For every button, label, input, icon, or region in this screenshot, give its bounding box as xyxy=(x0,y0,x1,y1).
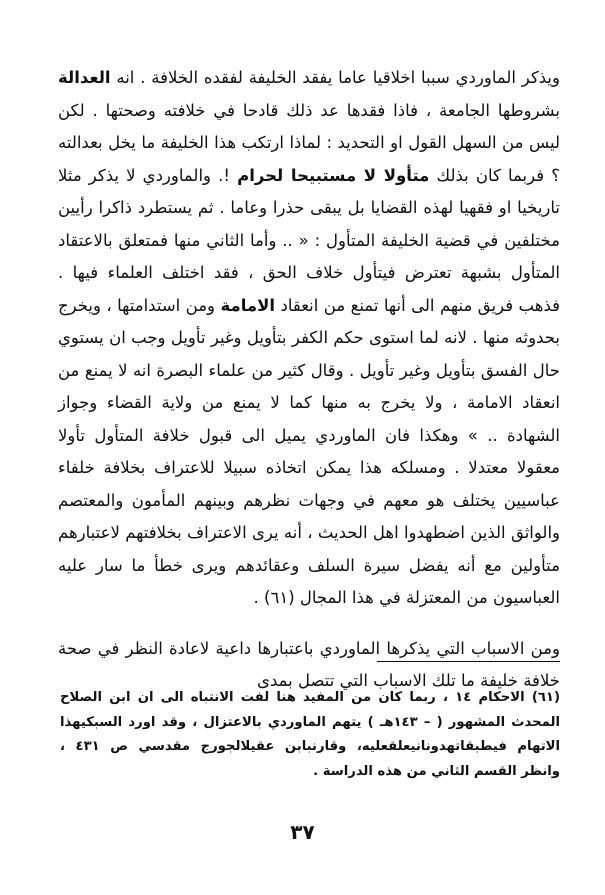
footnote-divider xyxy=(377,661,560,662)
highlight-term: العدالة xyxy=(58,68,111,87)
footnote: (٦١) الاحكام ١٤ ، ربما كان من المفيد هنا لفت الانتباه الى ان ابن الصلاح المحدث المشهور ( – ١٤٣هـ ) يتهم الماوردي بالاعتزال ، وقد اورد السبكيهذا الاتهام فيطبقاتهدونانيعلقعليه، وقارنبابن عقيلالجورج مقدسي ص ٤٣١ ، وانظر القسم الثاني من هذه الدراسة . xyxy=(60,690,560,779)
page-number: ٣٧ xyxy=(290,820,315,844)
main-text xyxy=(58,62,560,698)
text-run: بشروطها الجامعة ، فاذا فقدها عد ذلك قادحا في خلافته وصحتها . لكن ليس من السهل القول او التحديد : لماذا ارتكب هذا الخليفة ما يخل بعدالته ؟ فربما كان بذلك xyxy=(58,100,561,185)
paragraph-second: ومن الاسباب التي يذكرها الماوردي باعتبارها داعية لاعادة النظر في صحة خلافة خليفة ما تلك الاسباب التي تتصل بمدى xyxy=(58,638,560,690)
highlight-term: الامامة xyxy=(220,295,276,315)
paragraph-first xyxy=(58,62,560,615)
text-run: ويذكر الماوردي سببا اخلاقيا عاما يفقد الخليفة لفقده الخلافة . انه xyxy=(110,68,560,87)
highlight-term: متأولا لا مستبيحا لحرام xyxy=(237,165,430,185)
text-run: ومن استدامتها ، ويخرج بحدوثه منها . لانه لما استوى حكم الكفر بتأويل وغير تأويل وجب ان يستوي حال الفسق بتأويل وغير تأويل . وقال كثير من علماء البصرة انه لا يمنع من انعقاد الامامة ، ولا يخرج به منها كما لا يمنع من ولاية القضاء وجواز الشهادة .. » وهكذا فان الماوردي يميل الى قبول خلافة المتأول تأولا معقولا معتدلا . ومسلكه هذا يمكن اتخاذه سبيلا للاعتراف بخلافة خلفاء عباسيين يختلف هو معهم في وجهات نظرهم وبينهم المأمون والمعتصم والواثق الذين اضطهدوا اهل الحديث ، أنه يرى الاعتراف بخلافتهم لاعتبارهم متأولين مع أنه يفضل سيرة السلف وعقائدهم ويرى خطأ ما سار عليه العباسيون من المعتزلة في هذا المجال (٦١) . xyxy=(58,295,560,607)
text-run: !. والماوردي لا يذكر مثلا تاريخيا او فقهيا لهذه القضايا بل يبقى حذرا وعاما . ثم يستطرد ذاكرا رأيين مختلفين في قضية الخليفة المتأول : « .. وأما الثاني منها فمتعلق بالاعتقاد المتأول بشبهة تعترض فيتأول خلاف الحق ، فقد اختلف العلماء فيها . فذهب فريق منهم الى أنها تمنع من انعقاد xyxy=(58,165,560,315)
